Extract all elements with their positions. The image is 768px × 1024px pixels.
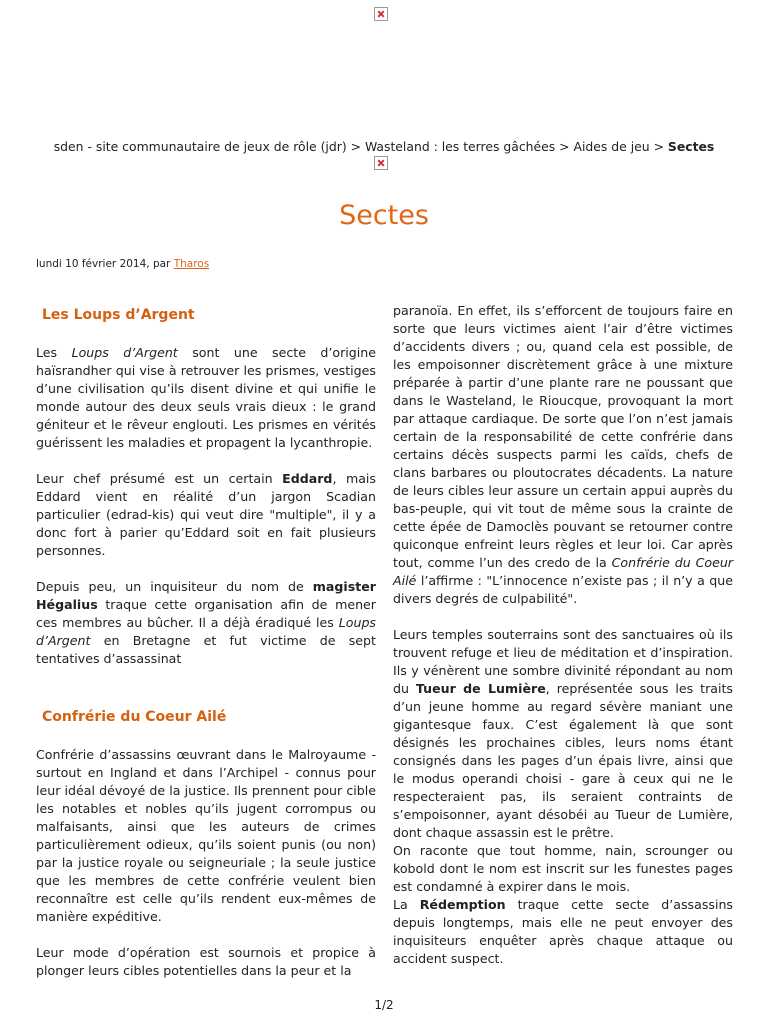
paragraph: Confrérie d’assassins œuvrant dans le Malroyaume - surtout en Ingland et dans l’Archipel - connus pour leur idéal dévoyé de la justice. Ils prennent pour cible les notables et nobles qu’ils jugent corrompus ou malfaisants, ainsi que les auteurs de crimes particulièrement odieux, qu’ils soient punis (ou non) par la justice royale ou seigneuriale ; la seule justice que les membres de cette confrérie veulent bien reconnaître est celle qu’ils rendent eux-mêmes de manière expéditive. bbox=[36, 747, 376, 924]
bold-name: Eddard bbox=[282, 471, 333, 486]
page-number: 1/2 bbox=[374, 998, 394, 1012]
breadcrumb-separator: > bbox=[555, 139, 574, 154]
emphasis: Confrérie du Coeur Ailé bbox=[393, 555, 733, 588]
byline-date: lundi 10 février 2014, par bbox=[36, 258, 174, 270]
text: traque cette secte d’assassins depuis longtemps, mais elle ne peut envoyer des inquisiteurs enquêter après chaque attaque ou accident suspect. bbox=[393, 897, 733, 966]
text: Les bbox=[36, 345, 72, 360]
paragraph: On raconte que tout homme, nain, scrounger ou kobold dont le nom est inscrit sur les funestes pages est condamné à expirer dans le mois. bbox=[393, 843, 733, 894]
byline bbox=[36, 258, 209, 270]
paragraph bbox=[393, 302, 733, 608]
broken-image-icon bbox=[374, 156, 388, 170]
text: Leurs temples souterrains sont des sanctuaires où ils trouvent refuge et lieu de méditation et d’inspiration. Ils y vénèrent une sombre divinité répondant au nom du bbox=[393, 627, 733, 696]
breadcrumb-current: Sectes bbox=[667, 139, 715, 154]
breadcrumb-site-link[interactable]: sden - site communautaire de jeux de rôle (jdr) bbox=[53, 139, 347, 154]
text: en Bretagne et fut victime de sept tentatives d’assassinat bbox=[36, 633, 376, 666]
bold-name: Tueur de Lumière bbox=[415, 681, 546, 696]
paragraph bbox=[393, 626, 733, 842]
author-link[interactable]: Tharos bbox=[173, 258, 210, 270]
breadcrumb bbox=[0, 139, 768, 154]
section-heading-confrerie: Confrérie du Coeur Ailé bbox=[42, 709, 227, 725]
text: Leur chef présumé est un certain bbox=[36, 471, 283, 486]
breadcrumb-separator: > bbox=[649, 139, 668, 154]
page-title: Sectes bbox=[339, 200, 429, 231]
text: traque cette organisation afin de mener ces membres au bûcher. Il a déjà éradiqué les bbox=[36, 597, 376, 630]
bold-name: Rédemption bbox=[419, 897, 506, 912]
breadcrumb-separator: > bbox=[346, 139, 365, 154]
text: La bbox=[393, 897, 420, 912]
text: paranoïa. En effet, ils s’efforcent de toujours faire en sorte que leurs victimes aient l’air d’être victimes d’accidents divers ; ou, quand cela est possible, de les empoisonner discrètement grâce à une mixture préparée à partir d’une plante rare ne poussant que dans le Wasteland, le Rioucque, provoquant la mort par attaque cardiaque. De sorte que l’on n’est jamais certain de la responsabilité de cette confrérie dans certains décès suspects parmi les caïds, chefs de clans barbares ou ploutocrates décadents. La nature de leurs cibles leur assure un certain appui auprès du bas-peuple, qui vit tout de même sous la crainte de cette épée de Damoclès pouvant se retourner contre quiconque enfreint leurs règles et leur loi. Car après tout, comme l’un des credo de la bbox=[393, 303, 733, 570]
paragraph bbox=[36, 470, 376, 560]
text: l’affirme : "L’innocence n’existe pas ; il n’y a que divers degrés de culpabilité". bbox=[393, 573, 733, 606]
breadcrumb-game-link[interactable]: Wasteland : les terres gâchées bbox=[364, 139, 556, 154]
text: , mais Eddard vient en réalité d’un jargon Scadian particulier (edrad-kis) qui veut dire "multiple", il y a donc fort à parier qu’Eddard soit en fait plusieurs personnes. bbox=[36, 471, 376, 558]
left-column bbox=[36, 300, 376, 998]
breadcrumb-section-link[interactable]: Aides de jeu bbox=[573, 139, 650, 154]
broken-image-icon bbox=[374, 7, 388, 21]
right-column bbox=[393, 302, 733, 968]
paragraph bbox=[36, 344, 376, 452]
paragraph: Leur mode d’opération est sournois et propice à plonger leurs cibles potentielles dans la peur et la bbox=[36, 945, 376, 978]
paragraph bbox=[393, 896, 733, 968]
section-heading-loups: Les Loups d’Argent bbox=[42, 307, 195, 323]
text: Depuis peu, un inquisiteur du nom de bbox=[36, 579, 313, 594]
emphasis: Loups d’Argent bbox=[71, 345, 178, 360]
text: , représentée sous les traits d’un jeune homme au regard sévère maniant une gigantesque faux. C’est également là que sont désignés les prochaines cibles, leurs noms étant consignés dans les pages d’un épais livre, ainsi que le modus operandi choisi - gare à ceux qui ne le respecteraient pas, ils seraient contraints de s’empoisonner, ayant désobéi au Tueur de Lumière, dont chaque assassin est le prêtre. bbox=[393, 681, 733, 840]
emphasis: Loups d’Argent bbox=[36, 615, 376, 648]
paragraph bbox=[36, 578, 376, 668]
text: sont une secte d’origine haïsrandher qui vise à retrouver les prismes, vestiges d’une civilisation qu’ils disent divine et qui unifie le monde autour des deux seuls vrais dieux : le grand géniteur et le rêveur englouti. Les prismes en vérités guérissent les maladies et propagent la lycanthropie. bbox=[36, 345, 377, 450]
bold-name: magister Hégalius bbox=[36, 579, 376, 612]
